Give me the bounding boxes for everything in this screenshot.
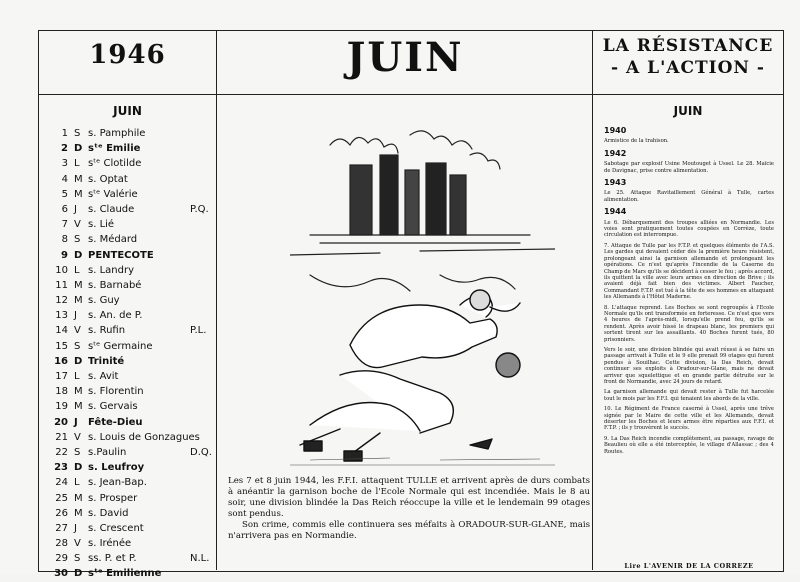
calendar-day-row	[48, 293, 218, 308]
day-letter: J	[74, 310, 77, 322]
chronicle-year: 1944	[604, 207, 627, 217]
day-number: 10	[55, 264, 68, 276]
day-number: 27	[55, 522, 68, 534]
column-divider-right	[592, 30, 593, 570]
calendar-day-row	[48, 323, 218, 338]
day-number: 13	[55, 310, 68, 322]
chronicle-item: Vers le soir, une division blindée qui avait réussi à se faire un passage arrivait à Tulle et le 9 elle prenait 99 otages qui furent pendus à Souilhac. Cette division, la Das Reich, devait continuer ses exploits à Oradour-sur-Glane, mais ne devait arriver que squelettique et en grande partie détruite sur le front de Normandie, avec 24 jours de retard.	[604, 346, 774, 385]
saint-name: s. Guy	[88, 295, 120, 307]
day-number: 18	[55, 386, 68, 398]
day-number: 5	[61, 188, 68, 200]
illustration-caption	[228, 476, 590, 542]
day-number: 4	[61, 173, 68, 185]
calendar-day-row	[48, 217, 218, 232]
saint-name: sᵗᵉ Emilienne	[88, 568, 162, 580]
day-letter: D	[74, 143, 83, 155]
day-letter: V	[74, 325, 81, 337]
saint-name: s. Irénée	[88, 538, 132, 550]
calendar-day-row	[48, 536, 218, 551]
calendar-day-row	[48, 506, 218, 521]
day-number: 12	[55, 295, 68, 307]
day-letter: S	[74, 128, 81, 139]
saint-name: s.Paulin	[88, 446, 127, 458]
day-letter: M	[74, 401, 83, 413]
day-number: 20	[54, 416, 68, 428]
day-number: 26	[55, 507, 68, 519]
chronicle-item: Le 25. Attaque Ravitaillement Général à Tulle, cartes alimentation.	[604, 190, 774, 203]
day-letter: J	[74, 522, 77, 534]
day-number: 9	[61, 249, 68, 261]
saint-name: s. Jean-Bap.	[88, 477, 147, 489]
chronicle-item: 10. Le Régiment de France caserné à Ussel, après une trêve signée par le Maire de cette ville et les Allemands, devait déserter les Boches et leurs armes être réparties aux F.F.I. et F.T.P. ; ils y trouvèrent le succès.	[604, 406, 774, 432]
calendar-day-row	[48, 339, 218, 354]
day-letter: V	[74, 538, 81, 550]
saint-name: Fête-Dieu	[88, 416, 143, 428]
calendar-day-row	[48, 566, 218, 581]
day-letter: S	[74, 553, 81, 565]
day-number: 1	[61, 128, 68, 139]
chronicle-year: 1943	[604, 178, 627, 188]
chronicle-item: Armistice de la trahison.	[604, 138, 669, 145]
resistance-title-line1: LA RÉSISTANCE	[602, 36, 774, 56]
caption-paragraph-2: Son crime, commis elle continuera ses méfaits à ORADOUR-SUR-GLANE, mais n'arrivera pas en Normandie.	[228, 520, 590, 541]
day-number: 11	[55, 279, 68, 291]
calendar-month-label: JUIN	[113, 104, 142, 118]
chronicle-item: 8. L'attaque reprend. Les Boches se sont regroupés à l'Ecole Normale qu'ils ont transformée en forteresse. Ce n'est que vers 4 heures de l'après-midi, lorsqu'elle prend feu, qu'ils se rendent. Après avoir hissé le drapeau blanc, les premiers qui sortent tirent sur les assaillants. 40 Boches furent tués, 80 prisonniers.	[604, 304, 774, 343]
day-number: 19	[55, 401, 68, 413]
saint-name: s. Claude	[88, 203, 135, 215]
saint-name: ss. P. et P.	[88, 553, 137, 565]
saint-name: s. Lié	[88, 219, 115, 231]
saint-name: s. An. de P.	[88, 310, 143, 322]
chronicle-item: 9. La Das Reich incendie complètement, au passage, ravage de Beaulieu où elle a été interceptée, le village d'Allassac ; des 4 Routes.	[604, 435, 774, 455]
day-number: 29	[55, 553, 68, 565]
day-number: 17	[55, 371, 68, 382]
day-letter: V	[74, 431, 81, 443]
saint-name: sᵗᵉ Clotilde	[88, 158, 142, 170]
calendar-day-row	[48, 399, 218, 414]
day-letter: D	[74, 249, 83, 261]
day-letter: M	[74, 279, 83, 291]
calendar-day-row	[48, 445, 218, 460]
saint-name: sᵗᵉ Germaine	[88, 340, 153, 352]
calendar-day-row	[48, 232, 218, 247]
calendar-day-row	[48, 521, 218, 536]
newspaper-footer: Lire L'AVENIR DE LA CORREZE	[624, 562, 754, 570]
resistance-chronicle	[604, 122, 774, 459]
day-letter: M	[74, 173, 83, 185]
saint-name: s. David	[88, 507, 129, 519]
calendar-day-row	[48, 354, 218, 369]
chronicle-item: La garnison allemande qui devait rester à Tulle fut harcelée tout le mois par les F.F.I. qui tenaient les abords de la ville.	[604, 389, 774, 402]
day-number: 28	[55, 538, 68, 550]
calendar-day-row	[48, 172, 218, 187]
moon-phase: P.Q.	[190, 203, 209, 215]
saint-name: PENTECOTE	[88, 249, 154, 261]
day-letter: L	[74, 477, 80, 489]
calendar-day-row	[48, 415, 218, 430]
day-number: 7	[61, 219, 68, 231]
moon-phase: P.L.	[190, 325, 207, 337]
day-letter: J	[74, 416, 78, 428]
day-number: 22	[55, 446, 68, 458]
saint-name: s. Optat	[88, 173, 128, 185]
day-letter: M	[74, 507, 83, 519]
saint-name: sᵗᵉ Valérie	[88, 188, 138, 200]
saint-name: s. Landry	[88, 264, 134, 276]
saint-name: s. Rufin	[88, 325, 126, 337]
chronicle-item: Sabotage par explosif Usine Moutouget à Ussel. Le 28. Maïcie de Davignac, prise contre alimentation.	[604, 161, 774, 174]
calendar-day-row	[48, 278, 218, 293]
chronicle-item: 7. Attaque de Tulle par les F.T.P. et quelques éléments de l'A.S. Les gardes qui devaient céder dès la première heure résistent, prolongeant ainsi la garnison allemande et prolongeant les opérations. Ce n'est qu'après l'incendie de la Caserne du Champ de Mars qu'ils se décident à cesser le feu ; après accord, ils quittent la ville avec leurs armes en direction de Brive ; ils avaient déjà fait bien des victimes. Albert Faucher, Commandant F.T.P. est tué à la tête de ses hommes en attaquant les Allemands à l'Hôtel Maderne.	[604, 242, 774, 301]
day-number: 15	[55, 340, 68, 352]
calendar-day-row	[48, 308, 218, 323]
day-letter: M	[74, 386, 83, 398]
calendar-day-row	[48, 156, 218, 171]
day-number: 30	[54, 568, 68, 580]
year-heading: 1946	[89, 40, 166, 70]
saint-name: s. Avit	[88, 371, 119, 382]
day-number: 8	[61, 234, 68, 246]
day-letter: L	[74, 371, 80, 382]
calendar-day-row	[48, 126, 218, 141]
saint-name: s. Pamphile	[88, 128, 146, 139]
saint-name: s. Gervais	[88, 401, 138, 413]
day-letter: L	[74, 158, 80, 170]
day-number: 3	[61, 158, 68, 170]
saint-name: s. Leufroy	[88, 462, 145, 474]
day-number: 16	[54, 355, 68, 367]
header-divider	[38, 94, 784, 95]
saint-name: s. Médard	[88, 234, 138, 246]
calendar-day-row	[48, 460, 218, 475]
day-letter: M	[74, 188, 83, 200]
chronicle-month-label: JUIN	[673, 104, 703, 118]
day-letter: M	[74, 295, 83, 307]
day-number: 14	[55, 325, 68, 337]
chronicle-item: Le 6. Débarquement des troupes alliées en Normandie. Les voies sont pratiquement toutes coupées en Corrèze, toute circulation est interrompue.	[604, 219, 774, 239]
day-letter: M	[74, 492, 83, 504]
calendar-day-row	[48, 141, 218, 156]
day-letter: V	[74, 219, 81, 231]
day-number: 2	[61, 143, 68, 155]
day-letter: S	[74, 234, 81, 246]
war-illustration	[290, 125, 555, 470]
saint-name: s. Crescent	[88, 522, 144, 534]
calendar-day-row	[48, 551, 218, 566]
saint-name: s. Prosper	[88, 492, 138, 504]
saint-name: s. Louis de Gonzagues	[88, 431, 200, 443]
calendar-day-list	[48, 126, 218, 582]
saint-name: Trinité	[88, 355, 125, 367]
moon-phase: N.L.	[190, 553, 210, 565]
calendar-day-row	[48, 187, 218, 202]
day-letter: D	[74, 462, 83, 474]
calendar-day-row	[48, 491, 218, 506]
day-letter: J	[74, 203, 77, 215]
calendar-day-row	[48, 202, 218, 217]
day-number: 25	[55, 492, 68, 504]
caption-paragraph-1: Les 7 et 8 juin 1944, les F.F.I. attaquent TULLE et arrivent après de durs combats à anéantir la garnison boche de l'Ecole Normale qui est incendiée. Mais le 8 au soir, une division blindée la Das Reich réoccupe la ville et le lendemain 99 otages sont pendus.	[228, 476, 590, 519]
day-letter: S	[74, 446, 81, 458]
day-number: 24	[55, 477, 68, 489]
calendar-day-row	[48, 369, 218, 384]
chronicle-year: 1940	[604, 126, 627, 135]
calendar-day-row	[48, 384, 218, 399]
moon-phase: D.Q.	[190, 446, 212, 458]
day-letter: L	[74, 264, 80, 276]
calendar-day-row	[48, 263, 218, 278]
calendar-day-row	[48, 248, 218, 263]
saint-name: s. Barnabé	[88, 279, 142, 291]
resistance-title-line2: - A L'ACTION -	[611, 58, 765, 78]
calendar-day-row	[48, 475, 218, 490]
day-letter: D	[74, 568, 83, 580]
day-letter: D	[74, 355, 83, 367]
saint-name: sᵗᵉ Emilie	[88, 143, 141, 155]
day-number: 21	[55, 431, 68, 443]
day-number: 23	[54, 462, 68, 474]
saint-name: s. Florentin	[88, 386, 144, 398]
chronicle-year: 1942	[604, 148, 627, 158]
month-title: JUIN	[346, 34, 464, 81]
calendar-day-row	[48, 430, 218, 445]
day-letter: S	[74, 340, 81, 352]
day-number: 6	[61, 203, 68, 215]
